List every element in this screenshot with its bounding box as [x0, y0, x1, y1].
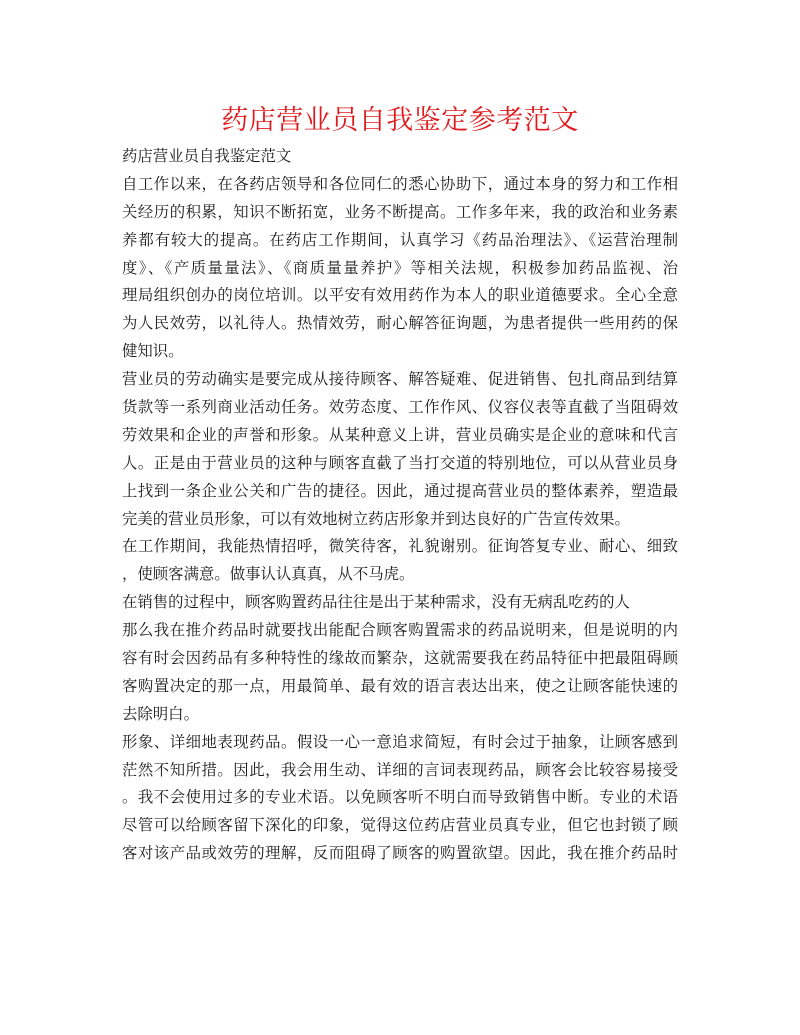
text-line: 去除明白。 — [122, 704, 199, 723]
text-line: 完美的营业员形象，可以有效地树立药店形象并到达良好的广告宣传效果。 — [122, 509, 630, 528]
text-line: 自工作以来，在各药店领导和各位同仁的悉心协助下，通过本身的努力和工作相 — [122, 174, 678, 193]
text-line: 在销售的过程中，顾客购置药品往往是出于某种需求，没有无病乱吃药的人 — [122, 593, 630, 612]
text-line: 尽管可以给顾客留下深化的印象，觉得这位药店营业员真专业，但它也封锁了顾 — [122, 816, 678, 835]
text-line: ，使顾客满意。做事认认真真，从不马虎。 — [122, 565, 415, 584]
text-line: 为人民效劳，以礼待人。热情效劳，耐心解答征询题，为患者提供一些用药的保 — [122, 314, 678, 333]
text-line: 客对该产品或效劳的理解，反而阻碍了顾客的购置欲望。因此，我在推介药品时 — [122, 844, 678, 863]
text-line: 营业员的劳动确实是要完成从接待顾客、解答疑难、促进销售、包扎商品到结算 — [122, 370, 678, 389]
text-line: 养都有较大的提高。在药店工作期间，认真学习《药品治理法》、《运营治理制 — [122, 230, 678, 249]
text-line: 茫然不知所措。因此，我会用生动、详细的言词表现药品，顾客会比较容易接受 — [122, 760, 678, 779]
text-line: 上找到一条企业公关和广告的捷径。因此，通过提高营业员的整体素养，塑造最 — [122, 481, 678, 500]
text-line: 关经历的积累，知识不断拓宽，业务不断提高。工作多年来，我的政治和业务素 — [122, 202, 678, 221]
text-line: 客购置决定的那一点，用最简单、最有效的语言表达出来，使之让顾客能快速的 — [122, 676, 678, 695]
text-line: 健知识。 — [122, 342, 184, 361]
text-line: 形象、详细地表现药品。假设一心一意追求简短，有时会过于抽象，让顾客感到 — [122, 732, 678, 751]
text-line: 货款等一系列商业活动任务。效劳态度、工作作风、仪容仪表等直截了当阻碍效 — [122, 398, 678, 417]
text-line: 度》、《产质量量法》、《商质量量养护》等相关法规，积极参加药品监视、治 — [122, 258, 678, 277]
text-line: 劳效果和企业的声誉和形象。从某种意义上讲，营业员确实是企业的意味和代言 — [122, 425, 678, 444]
text-line: 。我不会使用过多的专业术语。以免顾客听不明白而导致销售中断。专业的术语 — [122, 788, 678, 807]
document-body — [122, 143, 678, 868]
text-line: 人。正是由于营业员的这种与顾客直截了当打交道的特别地位，可以从营业员身 — [122, 453, 678, 472]
text-line: 理局组织创办的岗位培训。以平安有效用药作为本人的职业道德要求。全心全意 — [122, 286, 678, 305]
document-title: 药店营业员自我鉴定参考范文 — [221, 105, 579, 136]
text-line: 那么我在推介药品时就要找出能配合顾客购置需求的药品说明来，但是说明的内 — [122, 621, 678, 640]
text-line: 在工作期间，我能热情招呼，微笑待客，礼貌谢别。征询答复专业、耐心、细致 — [122, 537, 678, 556]
text-line: 药店营业员自我鉴定范文 — [122, 147, 292, 165]
text-line: 容有时会因药品有多种特性的缘故而繁杂，这就需要我在药品特征中把最阻碍顾 — [122, 649, 678, 668]
